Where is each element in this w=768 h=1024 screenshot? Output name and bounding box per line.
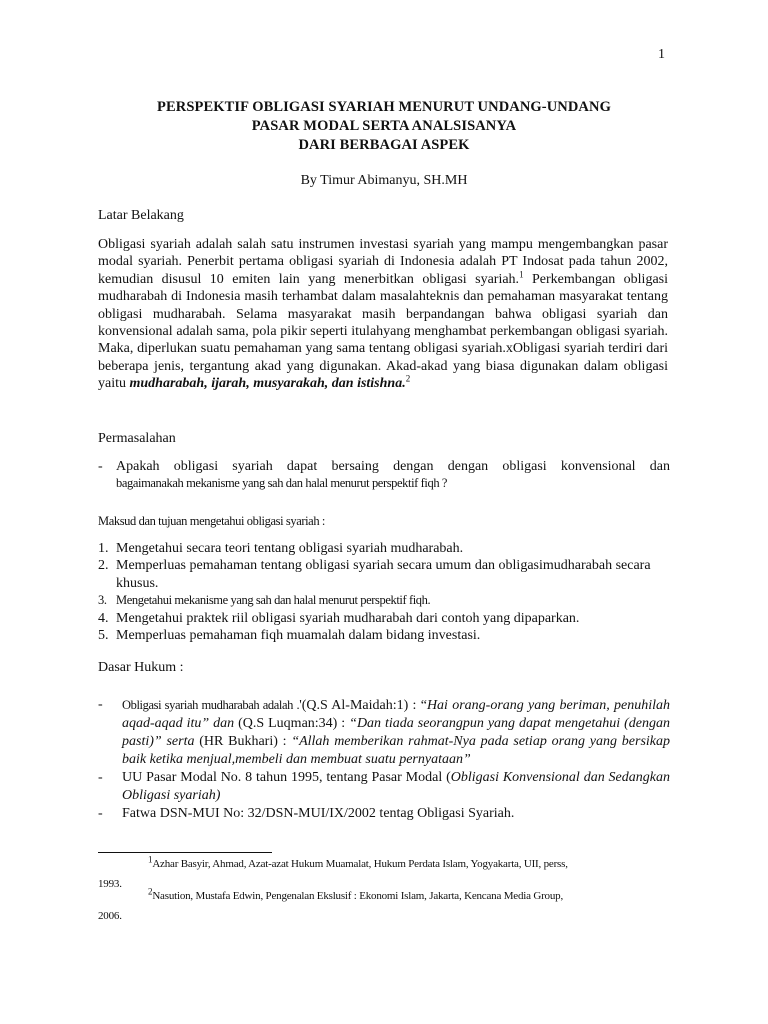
document-title — [0, 98, 768, 155]
footnote-2 — [98, 886, 658, 926]
section-heading-maksud: Maksud dan tujuan mengetahui obligasi syariah : — [98, 514, 325, 528]
latar-text-2: Perkembangan obligasi mudharabah di Indonesia masih terhambat dalam masalahteknis dan pemahaman masyarakat tentang obligasi mudharabah. Selama masyarakat masih berpandangan bahwa obligasi syariah dan konvensional adalah sama, pola pikir seperti itulahyang menghambat perkembangan obligasi syariah. Maka, diperlukan suatu pemahaman yang sama tentang obligasi syariah.xObligasi syariah terdiri dari beberapa jenis, tergantung akad yang digunakan. Akad-akad yang biasa digunakan dalam obligasi yaitu — [98, 271, 668, 392]
conj-serta: serta — [161, 734, 200, 749]
list-number: 1. — [98, 541, 109, 556]
title-line-3: DARI BERBAGAI ASPEK — [298, 137, 470, 153]
fatwa-dsn-mui: Fatwa DSN-MUI No: 32/DSN-MUI/IX/2002 tentag Obligasi Syariah. — [122, 806, 515, 821]
quote-bukhari: “Allah memberikan rahmat-Nya pada setiap orang yang bersikap baik ketika menjual,membeli dan membuat suatu pernyataan” — [122, 734, 671, 767]
list-item — [98, 610, 658, 627]
dasar-hukum-list — [98, 696, 670, 823]
list-text: Mengetahui praktek riil obligasi syariah mudharabah dari contoh yang dipaparkan. — [116, 610, 580, 626]
quote-luqman: “Dan tiada seorangpun yang dapat mengetahui (dengan pasti)” — [122, 716, 670, 749]
list-number: 3. — [98, 593, 107, 608]
list-item — [98, 540, 658, 557]
section-heading-dasar-hukum: Dasar Hukum : — [98, 660, 184, 675]
dash-bullet: - — [98, 770, 103, 785]
dasar-lead: Obligasi syariah mudharabah adalah . — [122, 698, 300, 712]
ref-bukhari: (HR Bukhari) : — [199, 734, 292, 749]
dash-bullet: - — [98, 806, 103, 821]
list-item — [98, 592, 658, 609]
conj-dan: dan — [209, 716, 239, 731]
footnote-text-cont: 1993. — [98, 878, 122, 890]
latar-text-1: Obligasi syariah adalah salah satu instrumen investasi syariah yang mampu mengembangkan pasar modal syariah. Penerbit pertama obligasi syariah di Indonesia adalah PT Indosat pada tahun 2002, kemudian disusul 10 emiten lain yang menerbitkan obligasi syariah. — [98, 237, 668, 287]
footnote-text: Nasution, Mustafa Edwin, Pengenalan Ekslusif : Ekonomi Islam, Jakarta, Kencana Media Group, — [152, 890, 564, 902]
footnote-ref-1[interactable]: 1 — [519, 269, 524, 280]
permasalahan-line-1: Apakah obligasi syariah dapat bersaing dengan dengan obligasi konvensional dan — [116, 459, 670, 474]
author-line: By Timur Abimanyu, SH.MH — [300, 173, 468, 188]
list-text: Memperluas pemahaman fiqh muamalah dalam bidang investasi. — [116, 628, 481, 644]
footnote-ref-2[interactable]: 2 — [405, 373, 411, 384]
dasar-hukum-item-2 — [98, 769, 670, 805]
list-number: 5. — [98, 628, 109, 644]
uu-pasar-modal-note: Obligasi Konvensional dan Sedangkan Obligasi syariah) — [122, 770, 670, 803]
permasalahan-item — [98, 458, 670, 493]
list-number: 4. — [98, 610, 109, 626]
list-text: Mengetahui secara teori tentang obligasi syariah mudharabah. — [116, 541, 464, 556]
section-heading-permasalahan: Permasalahan — [98, 431, 176, 446]
list-text: Mengetahui mekanisme yang sah dan halal menurut perspektif fiqh. — [116, 593, 431, 608]
akad-list: mudharabah, ijarah, musyarakah, dan istishna. — [129, 376, 406, 392]
quote-al-maidah: Hai orang-orang yang beriman, penuhilah aqad-aqad itu” — [122, 698, 670, 731]
dasar-hukum-item-3 — [98, 805, 670, 823]
footnote-text: Azhar Basyir, Ahmad, Azat-azat Hukum Muamalat, Hukum Perdata Islam, Yogyakarta, UII, perss, — [152, 858, 568, 870]
list-item — [98, 557, 658, 592]
ref-luqman: (Q.S Luqman:34) : — [238, 716, 350, 731]
permasalahan-text — [116, 458, 670, 493]
list-text: Memperluas pemahaman tentang obligasi syariah secara umum dan obligasimudharabah secara khusus. — [116, 558, 651, 591]
page-number: 1 — [658, 47, 665, 62]
title-line-1: PERSPEKTIF OBLIGASI SYARIAH MENURUT UNDANG-UNDANG — [157, 99, 611, 115]
ref-al-maidah: '(Q.S Al-Maidah:1) : “ — [299, 698, 427, 713]
title-line-2: PASAR MODAL SERTA ANALSISANYA — [251, 118, 517, 134]
footnote-number: 2 — [148, 886, 153, 897]
uu-pasar-modal: UU Pasar Modal No. 8 tahun 1995, tentang Pasar Modal ( — [122, 770, 451, 785]
dash-bullet: - — [98, 459, 103, 474]
maksud-list — [98, 540, 658, 644]
footnote-number: 1 — [148, 854, 153, 865]
dasar-hukum-item-1 — [98, 696, 670, 769]
latar-belakang-paragraph — [98, 236, 668, 393]
permasalahan-line-2: bagaimanakah mekanisme yang sah dan halal menurut perspektif fiqh ? — [116, 476, 448, 491]
dash-bullet: - — [98, 697, 103, 712]
footnote-separator — [98, 852, 272, 853]
section-heading-latar-belakang: Latar Belakang — [98, 208, 184, 223]
footnote-text-cont: 2006. — [98, 910, 122, 922]
list-number: 2. — [98, 558, 109, 574]
list-item — [98, 627, 658, 644]
